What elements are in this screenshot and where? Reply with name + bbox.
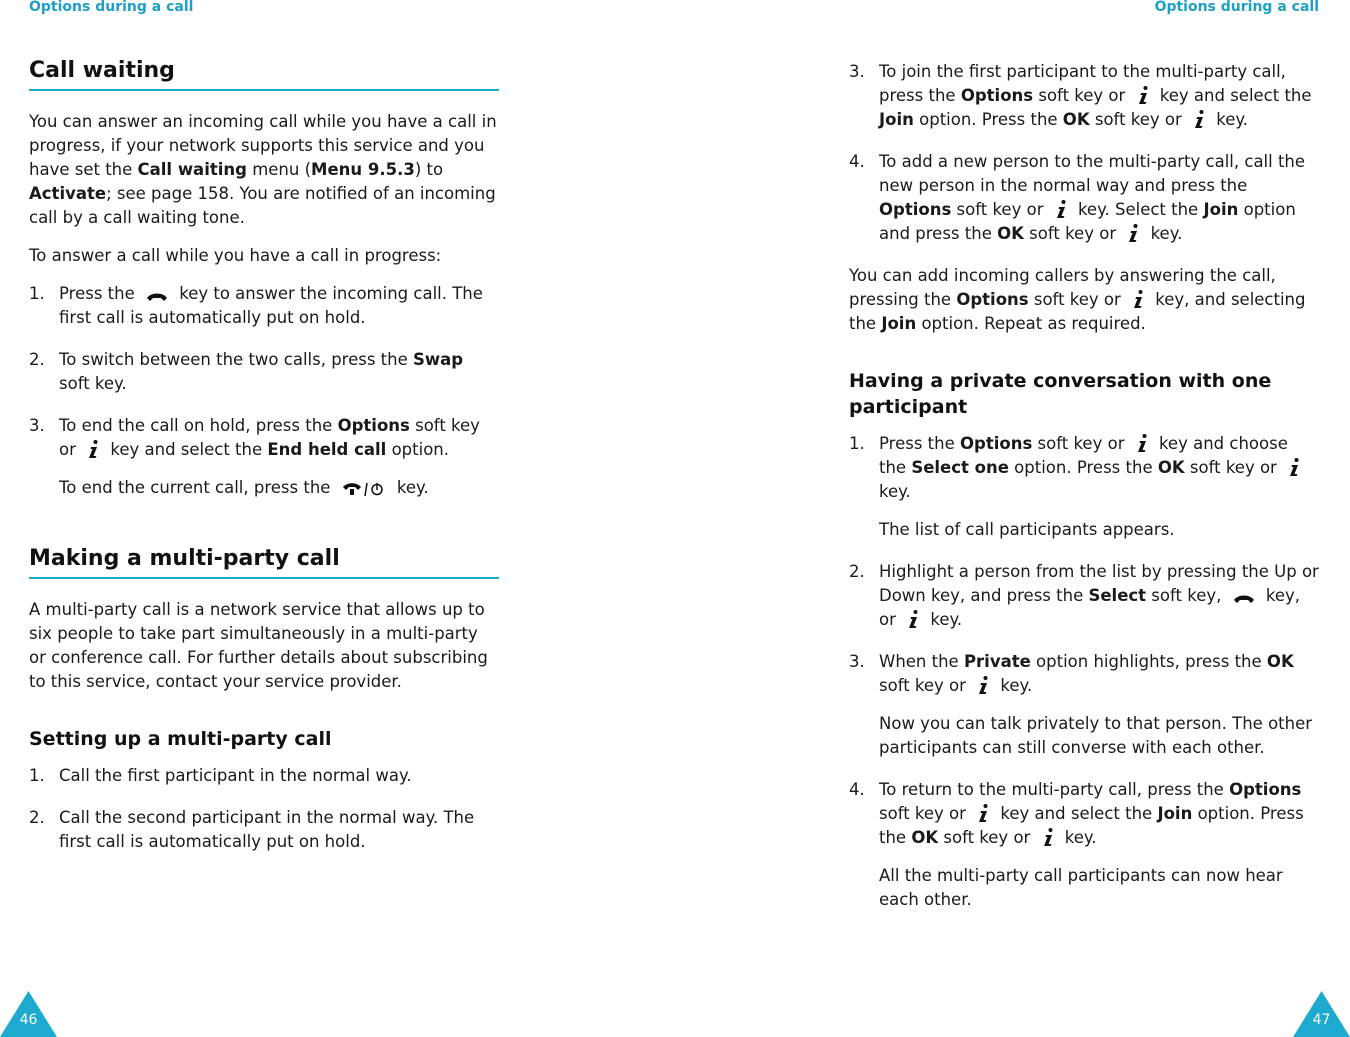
list-item: 1. Call the first participant in the normal way. xyxy=(29,766,412,785)
step-note: To end the current call, press the key. xyxy=(59,478,429,497)
step-note: All the multi-party call participants can now hear each other. xyxy=(879,866,1283,909)
add-callers-note: You can add incoming callers by answering the call, pressing the Options soft key or key, and selecting the Join option. Repeat as required. xyxy=(849,266,1306,333)
soft-key-icon xyxy=(1192,109,1206,129)
soft-key-icon xyxy=(1287,457,1301,477)
section-title-call-waiting: Call waiting xyxy=(29,56,499,91)
section-title-multi-party: Making a multi-party call xyxy=(29,544,499,579)
list-item: 2. To switch between the two calls, press the Swap soft key. xyxy=(29,350,464,393)
step-note: The list of call participants appears. xyxy=(879,520,1175,539)
call-waiting-lead: To answer a call while you have a call in progress: xyxy=(29,246,442,265)
send-key-icon xyxy=(1232,591,1256,605)
list-item: 1. Press the key to answer the incoming call. The first call is automatically put on hold. xyxy=(29,284,483,327)
subsection-title-private: Having a private conversation with one participant xyxy=(849,370,1272,418)
call-waiting-intro: You can answer an incoming call while you have a call in progress, if your network supports this service and you have set the Call waiting menu (Menu 9.5.3) to Activate; see page 158. You are notified of an incoming call by a call waiting tone. xyxy=(29,112,497,227)
list-item: 1. Press the Options soft key or key and choose the Select one option. Press the OK soft key or key. The list of call participants appears. xyxy=(849,432,1319,542)
soft-key-icon xyxy=(1136,85,1150,105)
page-number: 46 xyxy=(19,1012,38,1028)
list-item: 3. To end the call on hold, press the Options soft key or key and select the End held call option. To end the current call, press the key. xyxy=(29,414,499,500)
setup-steps xyxy=(29,764,499,854)
page-number: 47 xyxy=(1312,1012,1331,1028)
soft-key-icon xyxy=(1131,289,1145,309)
soft-key-icon xyxy=(1126,223,1140,243)
soft-key-icon xyxy=(86,439,100,459)
step-note: Now you can talk privately to that person. The other participants can still converse with each other. xyxy=(879,714,1313,757)
setup-steps-continued xyxy=(849,60,1319,246)
soft-key-icon xyxy=(1135,433,1149,453)
running-head: Options during a call xyxy=(1154,0,1319,15)
end-key-icon xyxy=(341,481,387,497)
list-item: 4. To add a new person to the multi-party call, call the new person in the normal way and press the Options soft key or key. Select the Join option and press the OK soft key or key. xyxy=(849,152,1306,243)
soft-key-icon xyxy=(1041,827,1055,847)
subsection-title-setup: Setting up a multi-party call xyxy=(29,728,332,750)
page-number-tab xyxy=(0,991,57,1037)
send-key-icon xyxy=(145,289,169,303)
multi-party-intro: A multi-party call is a network service that allows up to six people to take part simultaneously in a multi-party or conference call. For further details about subscribing to this service, contact your service provider. xyxy=(29,600,488,691)
soft-key-icon xyxy=(976,675,990,695)
list-item: 4. To return to the multi-party call, press the Options soft key or key and select the Join option. Press the OK soft key or key. All the multi-party call participants can now hear each other. xyxy=(849,778,1319,912)
soft-key-icon xyxy=(976,803,990,823)
running-head: Options during a call xyxy=(29,0,194,15)
soft-key-icon xyxy=(906,609,920,629)
list-item: 3. When the Private option highlights, press the OK soft key or key. Now you can talk privately to that person. The other participants can still converse with each other. xyxy=(849,650,1319,760)
right-column xyxy=(849,60,1319,930)
list-item: 2. Highlight a person from the list by pressing the Up or Down key, and press the Select soft key, key, or key. xyxy=(849,562,1319,629)
list-item: 3. To join the first participant to the multi-party call, press the Options soft key or key and select the Join option. Press the OK soft key or key. xyxy=(849,62,1312,129)
left-column xyxy=(29,56,499,872)
call-waiting-steps xyxy=(29,282,499,500)
right-page xyxy=(675,0,1350,1037)
list-item: 2. Call the second participant in the normal way. The first call is automatically put on hold. xyxy=(29,808,475,851)
soft-key-icon xyxy=(1054,199,1068,219)
page-number-tab xyxy=(1293,991,1350,1037)
private-steps xyxy=(849,432,1319,912)
